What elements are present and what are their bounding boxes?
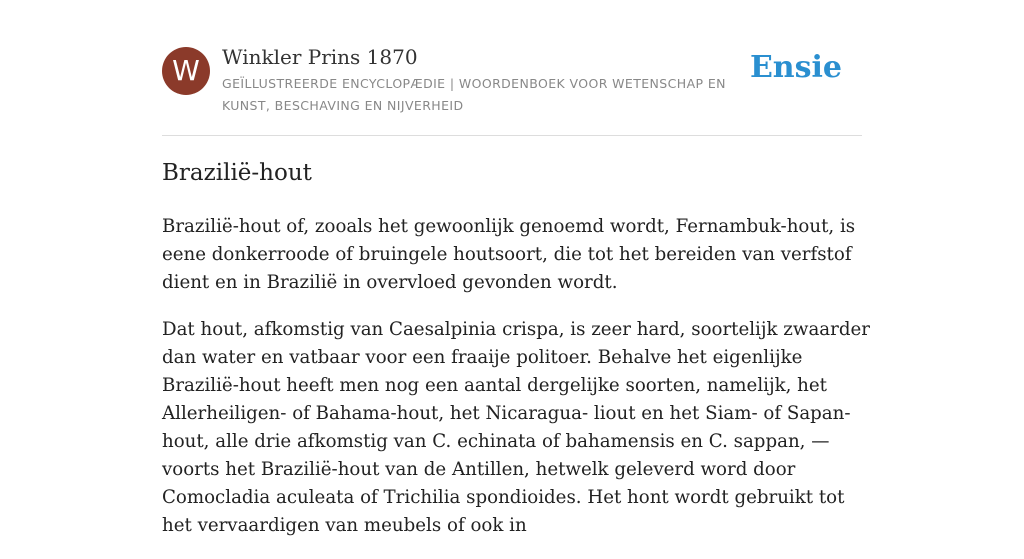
- source-title[interactable]: Winkler Prins 1870: [222, 45, 418, 69]
- source-subtitle: GEÏLLUSTREERDE ENCYCLOPÆDIE | WOORDENBOEK VOOR WETENSCHAP EN KUNST, BESCHAVING EN NIJVERHEID: [222, 76, 726, 113]
- ensie-logo-link[interactable]: Ensie: [749, 50, 842, 85]
- entry-title: Brazilië-hout: [162, 160, 312, 186]
- entry-paragraph: Brazilië-hout of, zooals het gewoonlijk genoemd wordt, Fernambuk-hout, is eene donkerroode of bruingele houtsoort, die tot het bereiden van verfstof dient en in Brazilië in overvloed gevonden wordt.: [162, 216, 856, 293]
- article-page: [162, 0, 870, 536]
- entry-paragraph: Dat hout, afkomstig van Caesalpinia crispa, is zeer hard, soortelijk zwaarder dan water en vatbaar voor een fraaije politoer. Behalve het eigenlijke Brazilië-hout heeft men nog een aantal dergelijke soorten, namelijk, het Allerheiligen- of Bahama-hout, het Nicaragua- liout en het Siam- of Sapan-hout, alle drie afkomstig van C. echinata of bahamensis en C. sappan, — voorts het Brazilië-hout van de Antillen, hetwelk geleverd word door Comocladia aculeata of Trichilia spondioides. Het hont wordt gebruikt tot het vervaardigen van meubels of ook in: [162, 319, 870, 536]
- source-header: [162, 0, 862, 136]
- entry-body: [162, 213, 872, 559]
- source-avatar[interactable]: W: [162, 47, 210, 95]
